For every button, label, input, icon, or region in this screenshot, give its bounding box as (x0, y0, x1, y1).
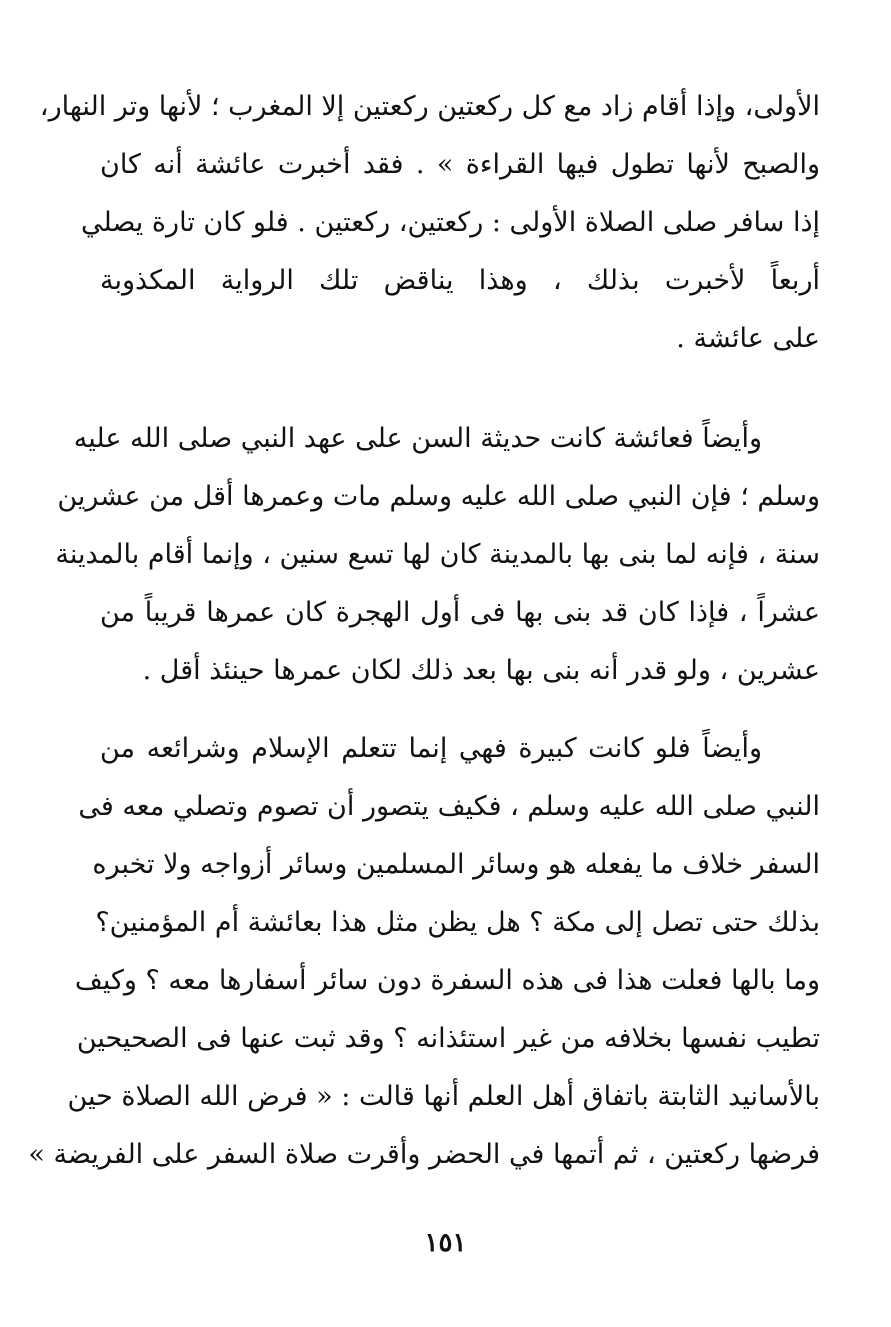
text-line: والصبح لأنها تطول فيها القراءة » . فقد أخبرت عائشة أنه كان (100, 149, 820, 180)
text-line: وأيضاً فلو كانت كبيرة فهي إنما تتعلم الإسلام وشرائعه من (100, 733, 762, 764)
text-line: سنة ، فإنه لما بنى بها بالمدينة كان لها تسع سنين ، وإنما أقام بالمدينة (55, 539, 820, 570)
text-line: بذلك حتى تصل إلى مكة ؟ هل يظن مثل هذا بعائشة أم المؤمنين؟ (95, 907, 820, 938)
text-line: السفر خلاف ما يفعله هو وسائر المسلمين وسائر أزواجه ولا تخبره (92, 849, 820, 880)
text-line: النبي صلى الله عليه وسلم ، فكيف يتصور أن تصوم وتصلي معه فى (78, 791, 820, 822)
paragraph-3 (28, 720, 820, 1184)
text-line: وأيضاً فعائشة كانت حديثة السن على عهد النبي صلى الله عليه (73, 423, 762, 454)
text-line: على عائشة . (676, 323, 820, 354)
page-number: ١٥١ (424, 1228, 467, 1258)
text-line: عشراً ، فإذا كان قد بنى بها فى أول الهجرة كان عمرها قريباً من (100, 597, 820, 628)
text-line: تطيب نفسها بخلافه من غير استئذانه ؟ وقد ثبت عنها فى الصحيحين (76, 1023, 820, 1054)
text-line: الأولى، وإذا أقام زاد مع كل ركعتين ركعتين إلا المغرب ؛ لأنها وتر النهار، (39, 91, 820, 122)
text-line: بالأسانيد الثابتة باتفاق أهل العلم أنها قالت : « فرض الله الصلاة حين (67, 1081, 820, 1112)
text-line: عشرين ، ولو قدر أنه بنى بها بعد ذلك لكان عمرها حينئذ أقل . (142, 655, 820, 686)
paragraph-2 (55, 410, 820, 700)
paragraph-1 (39, 78, 820, 368)
text-line: إذا سافر صلى الصلاة الأولى : ركعتين، ركعتين . فلو كان تارة يصلي (80, 207, 820, 238)
text-line: وما بالها فعلت هذا فى هذه السفرة دون سائر أسفارها معه ؟ وكيف (74, 965, 820, 996)
text-line: أربعاً لأخبرت بذلك ، وهذا يناقض تلك الرواية المكذوبة (100, 265, 820, 296)
text-line: فرضها ركعتين ، ثم أتمها في الحضر وأقرت صلاة السفر على الفريضة » (28, 1139, 820, 1170)
text-line: وسلم ؛ فإن النبي صلى الله عليه وسلم مات وعمرها أقل من عشرين (57, 481, 820, 512)
